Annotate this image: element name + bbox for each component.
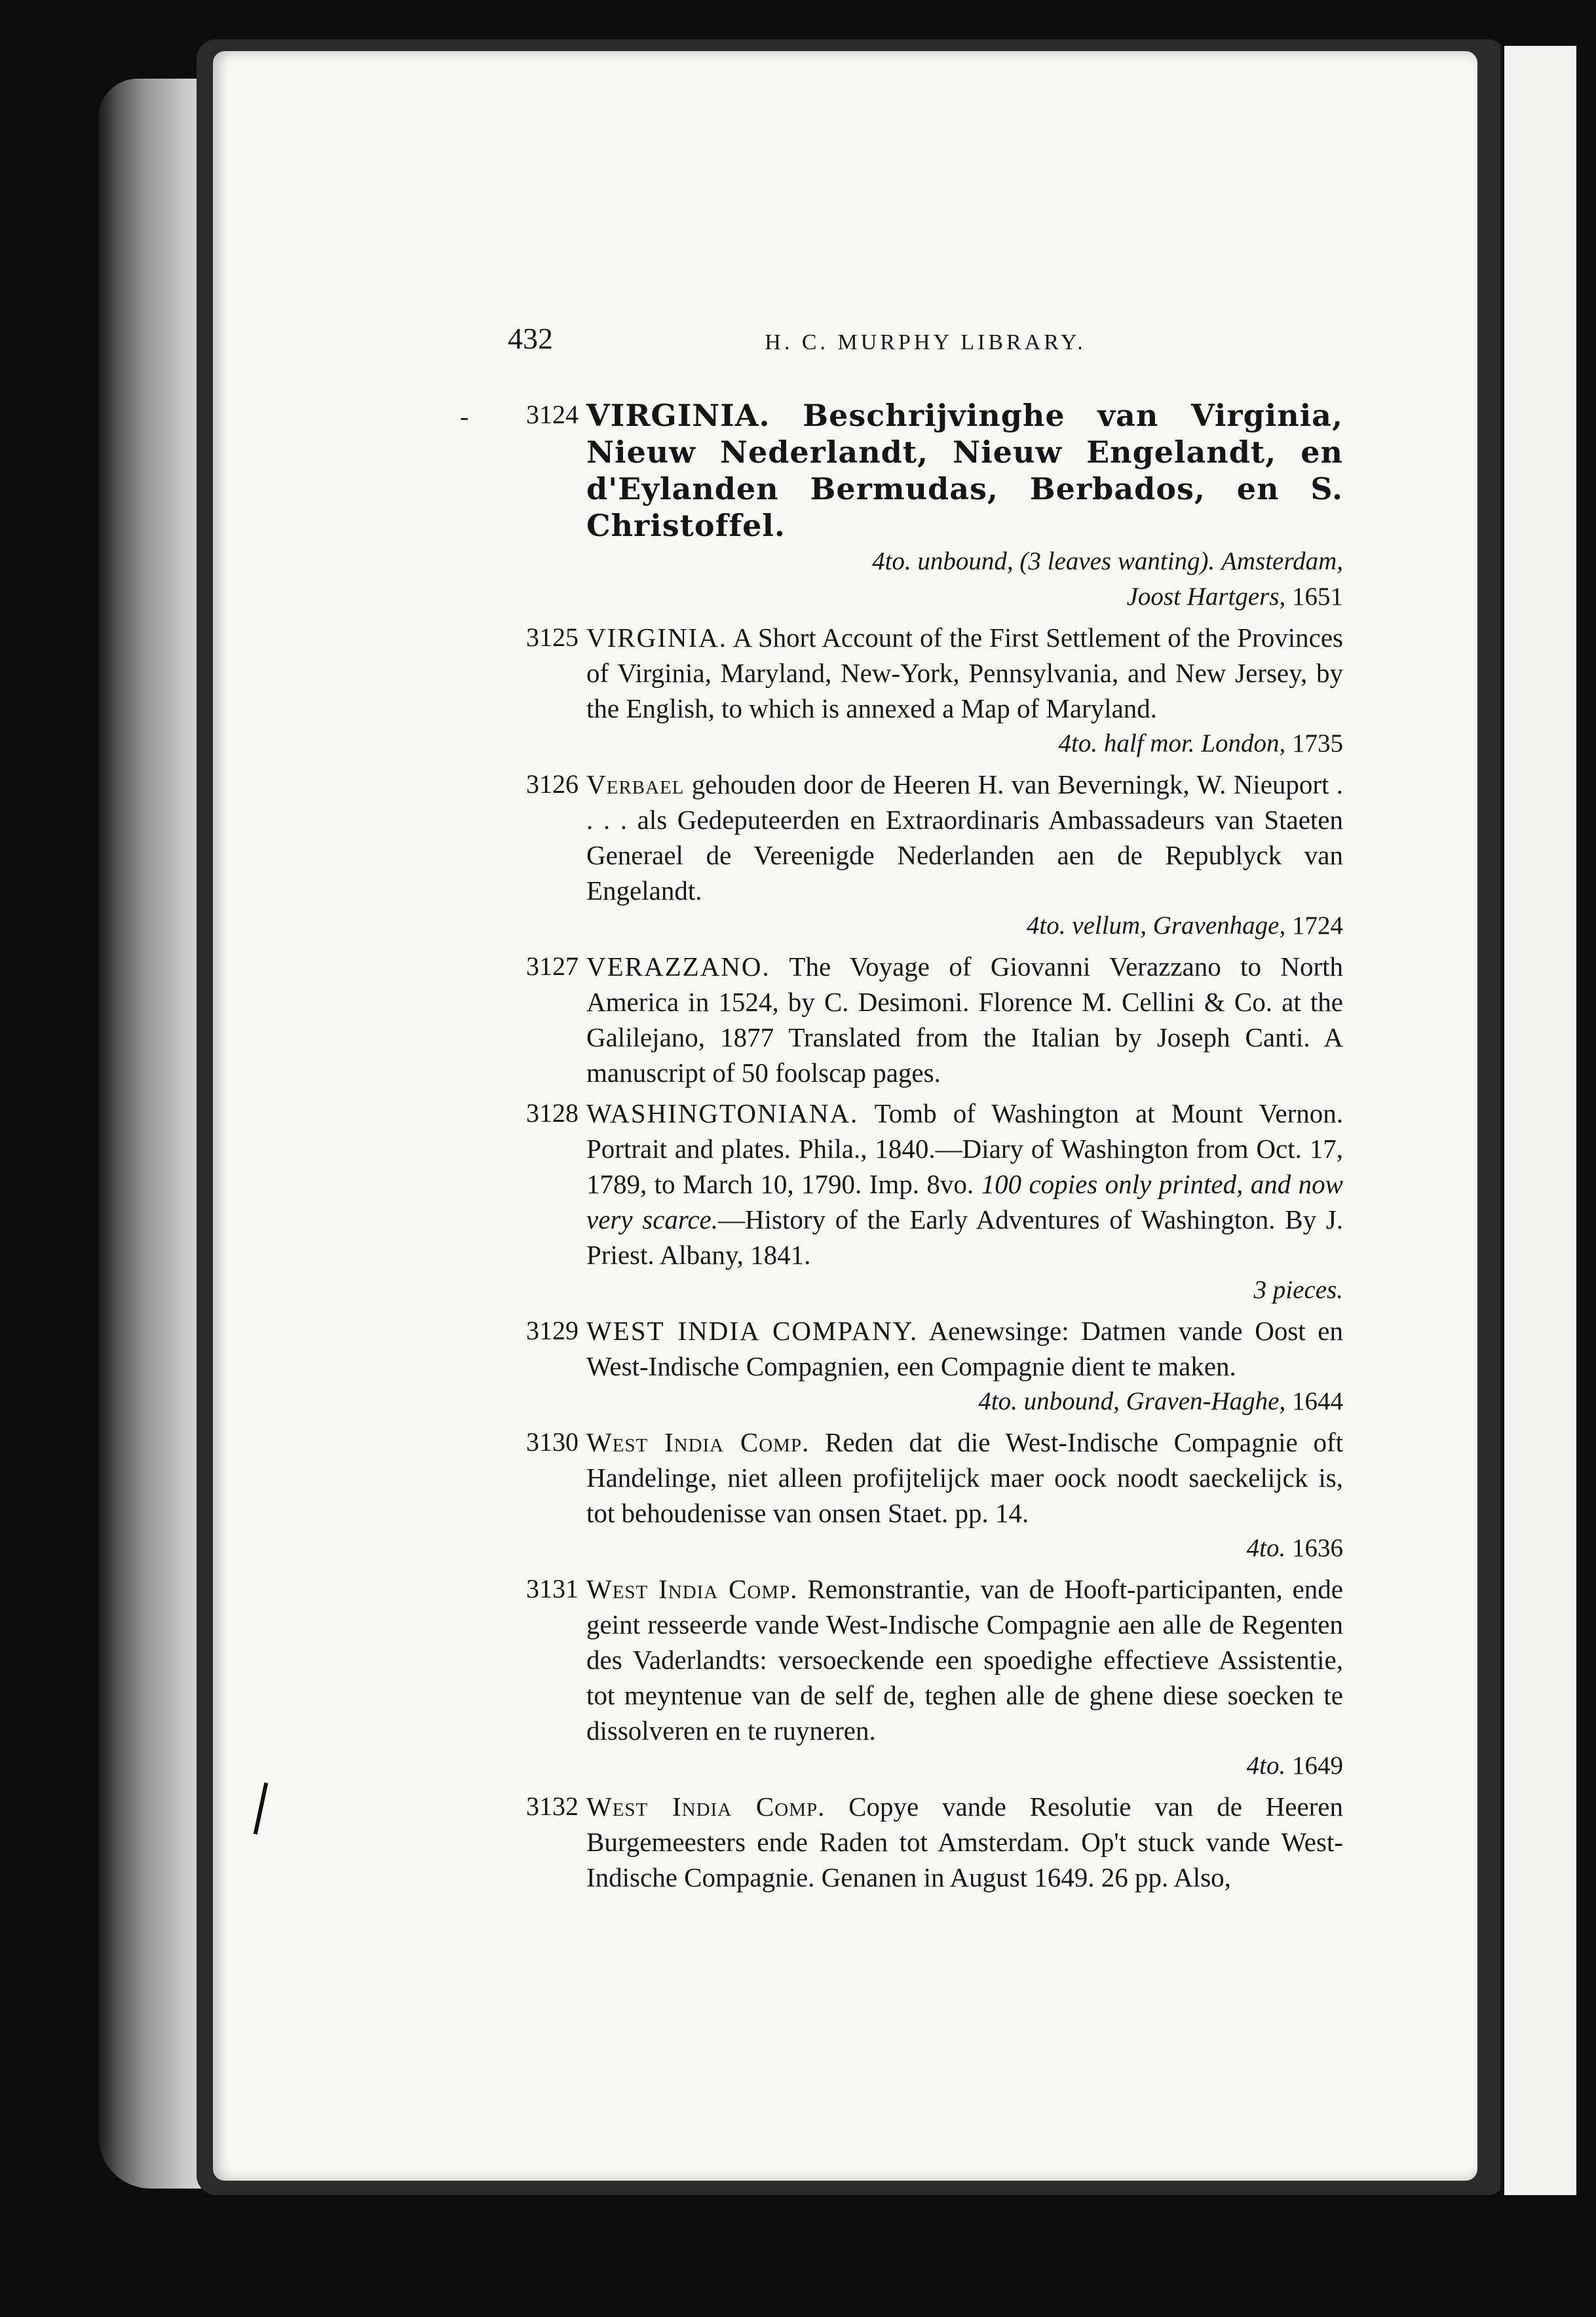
entry-heading: VERAZZANO.	[586, 951, 770, 982]
entry-text	[586, 1789, 1343, 1895]
entry-text	[586, 767, 1343, 908]
entry-heading: VIRGINIA.	[586, 398, 770, 433]
entry-text	[586, 1096, 1343, 1273]
entry-imprint	[586, 1531, 1343, 1566]
entry-year: 1651	[1292, 583, 1343, 611]
entry-text	[586, 397, 1343, 544]
entry-year: 1636	[1292, 1534, 1343, 1562]
entry-year: 1735	[1292, 729, 1343, 757]
entry-text	[586, 1571, 1343, 1748]
entry-text	[586, 1313, 1343, 1384]
catalog-entry-3130	[508, 1425, 1343, 1566]
entry-format: 4to. unbound, Graven-Haghe,	[978, 1387, 1286, 1415]
margin-tick-mark: -	[460, 402, 469, 431]
facing-page-edge	[1500, 46, 1576, 2195]
catalog-entry-3132	[508, 1789, 1343, 1895]
entry-note: 100 copies only printed, and now very scarce.	[586, 1169, 1343, 1235]
entry-description: A Short Account of the First Settlement of the Provinces of Virginia, Maryland, New-York, Pennsylvania, and New Jersey, by the English, to which is annexed a Map of Maryland.	[586, 622, 1343, 723]
entry-number: 3127	[526, 951, 579, 981]
entry-number: 3132	[526, 1791, 579, 1821]
entry-number: 3124	[526, 400, 579, 429]
entry-number: 3130	[526, 1427, 579, 1457]
entry-format: 4to. vellum, Gravenhage,	[1026, 911, 1286, 940]
entry-heading: WASHINGTONIANA.	[586, 1098, 859, 1128]
entry-description: The Voyage of Giovanni Verazzano to North America in 1524, by C. Desimoni. Florence M. Cellini & Co. at the Galilejano, 1877 Translated from the Italian by Joseph Canti. A manuscript of 50 foolscap pages.	[586, 951, 1343, 1088]
entry-format: 4to. unbound, (3 leaves wanting).	[872, 547, 1215, 575]
entry-year: 1644	[1292, 1387, 1343, 1415]
entry-text	[586, 1425, 1343, 1531]
entry-number: 3129	[526, 1316, 579, 1345]
entry-format: 4to.	[1246, 1752, 1286, 1780]
page-header	[508, 321, 1343, 367]
entry-year: 1724	[1292, 911, 1343, 940]
entry-description: Tomb of Washington at Mount Vernon. Portrait and plates. Phila., 1840.—Diary of Washington from Oct. 17, 1789, to March 10, 1790. Imp. 8vo.	[586, 1098, 1344, 1199]
entry-heading: West India Comp.	[586, 1427, 810, 1457]
entry-heading: West India Comp.	[586, 1791, 826, 1822]
entry-number: 3128	[526, 1098, 579, 1128]
page-content	[508, 321, 1343, 1900]
entry-imprint	[586, 1273, 1343, 1308]
page-number: 432	[508, 322, 553, 355]
entry-text	[586, 949, 1343, 1090]
catalog-entry-3125	[508, 620, 1343, 761]
entry-imprint	[586, 544, 1343, 579]
entry-pieces: 3 pieces.	[1253, 1276, 1343, 1304]
entry-imprint-line-2	[586, 579, 1343, 615]
catalog-entry-3126	[508, 767, 1343, 944]
entry-heading: Verbael	[586, 769, 685, 799]
entry-imprint	[586, 726, 1343, 761]
entry-description-continued: —History of the Early Adventures of Washington. By J. Priest. Albany, 1841.	[586, 1204, 1343, 1270]
catalog-entry-3129	[508, 1313, 1343, 1419]
entry-number: 3125	[526, 622, 579, 652]
entry-printer: Joost Hartgers,	[1126, 583, 1286, 611]
entry-description: Remonstrantie, van de Hooft-participanten, ende geint resseerde vande West-Indische Compagnie aen alle de Regenten des Vaderlandts: versoeckende een spoedighe effectieve Assistentie, tot meyntenue van de self de, teghen alle de ghene diese soecken te dissolveren en te ruyneren.	[586, 1574, 1343, 1746]
entry-description: Copye vande Resolutie van de Heeren Burgemeesters ende Raden tot Amsterdam. Op't stuck vande West-Indische Compagnie. Genanen in August 1649. 26 pp. Also,	[586, 1791, 1344, 1892]
entry-number: 3131	[526, 1574, 579, 1603]
entry-heading: VIRGINIA.	[586, 622, 727, 653]
entry-imprint	[586, 1384, 1343, 1419]
catalog-entry-3131	[508, 1571, 1343, 1784]
entry-format: 4to. half mor. London,	[1058, 729, 1286, 757]
entry-heading: West India Comp.	[586, 1574, 798, 1604]
entry-heading: WEST INDIA COMPANY.	[586, 1316, 919, 1346]
entry-imprint	[586, 908, 1343, 944]
entry-description: Aenewsinge: Datmen vande Oost en West-Indische Compagnien, een Compagnie dient te maken.	[586, 1316, 1343, 1381]
running-head: H. C. MURPHY LIBRARY.	[765, 330, 1086, 354]
entry-description: Reden dat die West-Indische Compagnie oft Handelinge, niet alleen profijtelijck maer oock noodt saeckelijck is, tot behoudenisse van onsen Staet. pp. 14.	[586, 1427, 1343, 1528]
catalog-entry-3128	[508, 1096, 1343, 1308]
entry-format: 4to.	[1246, 1534, 1286, 1562]
catalog-entry-3127	[508, 949, 1343, 1090]
entry-imprint	[586, 1748, 1343, 1784]
entry-year: 1649	[1292, 1752, 1343, 1780]
entry-text	[586, 620, 1343, 726]
entry-description: gehouden door de Heeren H. van Beverningk, W. Nieuport . . . . als Gedeputeerden en Extraordinaris Ambassadeurs van Staeten Generael de Vereenigde Nederlanden aen de Republyck van Engelandt.	[586, 769, 1343, 906]
catalog-entry-3124	[508, 397, 1343, 615]
entry-description: Beschrijvinghe van Virginia, Nieuw Nederlandt, Nieuw Engelandt, en d'Eylanden Bermudas, Berbados, en S. Christoffel.	[586, 398, 1343, 543]
entry-number: 3126	[526, 769, 579, 799]
entry-place: Amsterdam,	[1221, 547, 1343, 575]
